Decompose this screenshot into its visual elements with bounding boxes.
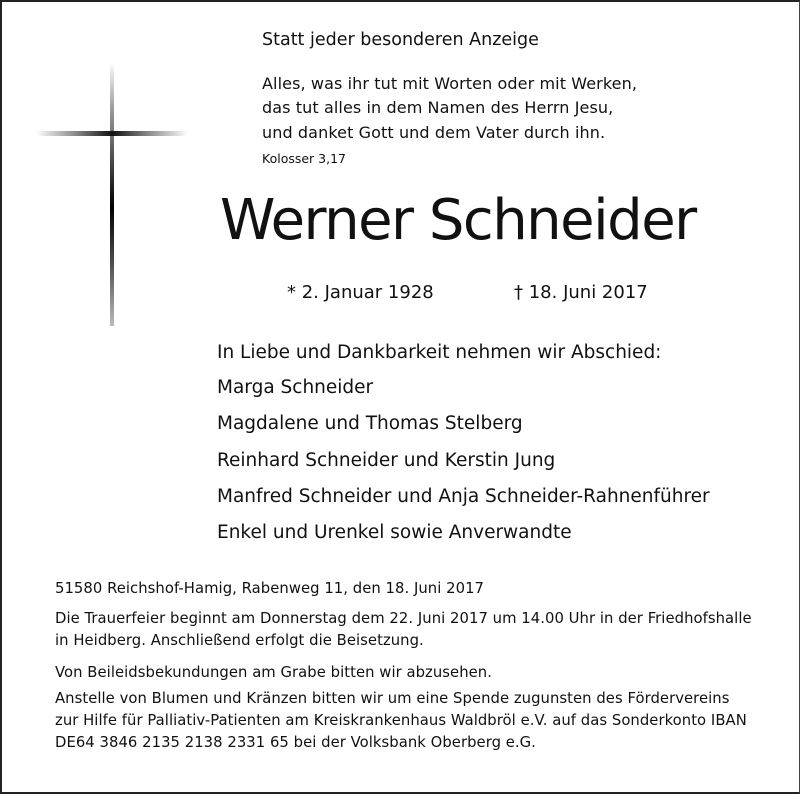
verse-line-1: Alles, was ihr tut mit Worten oder mit Werken, xyxy=(262,74,638,93)
intro-line: Statt jeder besonderen Anzeige xyxy=(262,30,539,50)
donation-line-1: Anstelle von Blumen und Kränzen bitten wir um eine Spende zugunsten des Fördervereins xyxy=(55,690,730,707)
mourner-name: Manfred Schneider und Anja Schneider-Rahnenführer xyxy=(217,486,710,507)
funeral-info-line-2: in Heidberg. Anschließend erfolgt die Beisetzung. xyxy=(55,632,424,649)
death-date: † 18. Juni 2017 xyxy=(514,282,648,303)
condolence-note: Von Beileidsbekundungen am Grabe bitten wir abzusehen. xyxy=(55,664,492,681)
birth-date: * 2. Januar 1928 xyxy=(287,282,434,303)
mourner-name: Enkel und Urenkel sowie Anverwandte xyxy=(217,522,572,543)
mourner-name: Reinhard Schneider und Kerstin Jung xyxy=(217,450,556,471)
mourner-name: Magdalene und Thomas Stelberg xyxy=(217,413,523,434)
place-date-line: 51580 Reichshof-Hamig, Rabenweg 11, den 18. Juni 2017 xyxy=(55,580,485,597)
mourner-name: Marga Schneider xyxy=(217,377,374,398)
cross-vertical-beam xyxy=(110,62,114,326)
verse-reference: Kolosser 3,17 xyxy=(262,151,347,166)
donation-line-2: zur Hilfe für Palliativ-Patienten am Kreiskrankenhaus Waldbröl e.V. auf das Sonderkonto IBAN xyxy=(55,712,747,729)
deceased-name: Werner Schneider xyxy=(220,188,696,253)
cross-horizontal-beam xyxy=(36,131,188,136)
verse-line-2: das tut alles in dem Namen des Herrn Jesu, xyxy=(262,98,614,117)
verse-line-3: und danket Gott und dem Vater durch ihn. xyxy=(262,123,606,142)
funeral-info-line-1: Die Trauerfeier beginnt am Donnerstag dem 22. Juni 2017 um 14.00 Uhr in der Friedhofshalle xyxy=(55,610,752,627)
donation-line-3: DE64 3846 2135 2138 2331 65 bei der Volksbank Oberberg e.G. xyxy=(55,734,536,751)
farewell-line: In Liebe und Dankbarkeit nehmen wir Abschied: xyxy=(217,342,662,363)
